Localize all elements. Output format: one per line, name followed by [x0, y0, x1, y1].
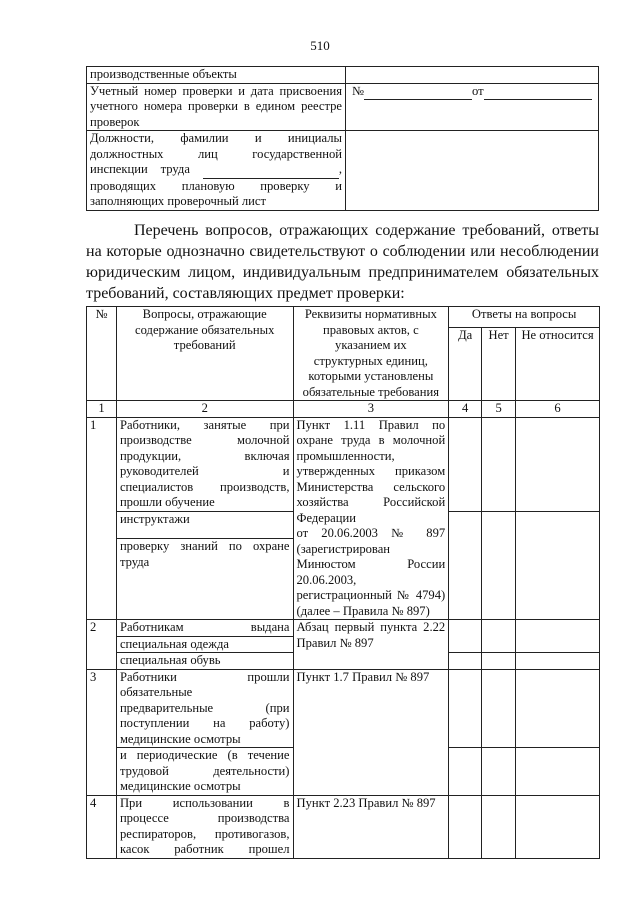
answer-no-cell[interactable]	[482, 748, 516, 796]
answer-yes-cell[interactable]	[449, 511, 482, 620]
text-line: касок работник прошел	[119, 842, 290, 856]
answer-no-cell[interactable]	[482, 795, 516, 858]
question-cell	[116, 795, 293, 858]
text-line: Министерства сельского	[296, 479, 446, 494]
answer-no-cell[interactable]	[482, 620, 516, 653]
checklist-table	[86, 306, 600, 859]
row-number: 2	[87, 620, 117, 670]
text-line: должностных лиц государственной	[90, 146, 342, 161]
text-line: Работники прошли	[119, 669, 290, 684]
table-row	[87, 669, 600, 748]
text-line: поступлении на работу)	[119, 716, 290, 730]
table-row	[87, 795, 600, 858]
text-line: учетного номера проверки в едином реестре	[90, 99, 342, 113]
answer-no-cell[interactable]	[482, 511, 516, 620]
question-cell	[116, 417, 293, 511]
answer-yes-cell[interactable]	[449, 748, 482, 796]
question-sub-cell	[116, 748, 293, 796]
answer-na-cell[interactable]	[516, 669, 600, 748]
question-sub-cell	[116, 539, 293, 620]
text-line: Абзац первый пункта 2.22	[296, 620, 446, 634]
text-line: процессе производства	[119, 811, 290, 825]
text-line: труда	[119, 554, 150, 569]
answer-na-cell[interactable]	[516, 795, 600, 858]
text-line: Минюстом России	[296, 557, 446, 571]
text-line: охране труда в молочной	[296, 433, 446, 447]
text-line: Должности, фамилии и инициалы	[90, 131, 342, 145]
text-line: Работникам выдана	[119, 620, 290, 634]
header-number: №	[87, 307, 117, 401]
text-line: 20.06.2003,	[296, 572, 357, 587]
answer-yes-cell[interactable]	[449, 417, 482, 511]
date-blank	[484, 84, 592, 101]
text-line: предварительные (при	[119, 700, 290, 715]
col-num: 5	[482, 401, 516, 418]
text-line: (зарегистрирован	[296, 541, 391, 556]
text-line: трудовой деятельности)	[119, 763, 290, 778]
info-row-objects: производственные объекты	[87, 67, 346, 84]
text-line: проверку знаний по охране	[119, 539, 290, 553]
info-row-inspectors	[87, 131, 346, 211]
header-no: Нет	[482, 328, 516, 401]
text-line: регистрационный № 4794)	[296, 588, 446, 602]
answer-yes-cell[interactable]	[449, 653, 482, 670]
answer-na-cell[interactable]	[516, 620, 600, 653]
question-sub-cell: специальная обувь	[116, 653, 293, 670]
text-line: Работники, занятые при	[119, 417, 290, 432]
text-line: заполняющих проверочный лист	[90, 194, 266, 208]
text-line: Пункт 1.11 Правил по	[296, 417, 446, 432]
answer-no-cell[interactable]	[482, 653, 516, 670]
question-sub-cell: инструктажи	[116, 511, 293, 539]
text-line: Федерации	[296, 510, 356, 525]
col-num: 6	[516, 401, 600, 418]
answer-yes-cell[interactable]	[449, 620, 482, 653]
col-num: 3	[293, 401, 449, 418]
table-row	[87, 417, 600, 511]
header-requisites: Реквизиты нормативных правовых актов, с указанием их структурных единиц, которыми установлены обязательные требования	[293, 307, 449, 401]
answer-no-cell[interactable]	[482, 417, 516, 511]
text-line: При использовании в	[119, 795, 290, 810]
text-line: медицинские осмотры	[119, 731, 241, 746]
requisites-cell: Пункт 2.23 Правил № 897	[293, 795, 449, 858]
question-cell	[116, 669, 293, 748]
text-line: Учетный номер проверки и дата присвоения	[90, 83, 342, 98]
info-row-registration-value	[346, 83, 599, 131]
text-line: руководителей и	[119, 464, 290, 478]
col-num: 4	[449, 401, 482, 418]
number-blank	[364, 84, 472, 101]
column-number-row	[87, 401, 600, 418]
row-number: 4	[87, 795, 117, 858]
answer-yes-cell[interactable]	[449, 669, 482, 748]
question-cell	[116, 620, 293, 637]
row-number: 3	[87, 669, 117, 795]
requisites-cell: Пункт 1.7 Правил № 897	[293, 669, 449, 795]
answer-na-cell[interactable]	[516, 653, 600, 670]
col-num: 2	[116, 401, 293, 418]
row-number: 1	[87, 417, 117, 620]
header-yes: Да	[449, 328, 482, 401]
text-line: медицинские осмотры	[119, 779, 241, 793]
answer-no-cell[interactable]	[482, 669, 516, 748]
text-line: от 20.06.2003 № 897	[296, 526, 446, 540]
header-questions: Вопросы, отражающие содержание обязательных требований	[116, 307, 293, 401]
header-not-applicable: Не относится	[516, 328, 600, 401]
text-line: утвержденных приказом	[296, 464, 446, 478]
answer-yes-cell[interactable]	[449, 795, 482, 858]
table-row	[87, 620, 600, 637]
answer-na-cell[interactable]	[516, 748, 600, 796]
text-line: (далее – Правила № 897)	[296, 603, 430, 618]
answer-na-cell[interactable]	[516, 417, 600, 511]
text-line: инспекции труда ,	[90, 162, 342, 179]
inspection-info-table	[86, 66, 599, 211]
text-line: продукции, включая	[119, 448, 290, 463]
requisites-cell	[293, 417, 449, 620]
text-line: производстве молочной	[119, 433, 290, 447]
text-line: хозяйства Российской	[296, 495, 446, 509]
text-line: респираторов, противогазов,	[119, 826, 290, 841]
info-row-registration	[87, 83, 346, 131]
info-row-inspectors-value	[346, 131, 599, 211]
header-answers: Ответы на вопросы	[449, 307, 600, 328]
text-line: обязательные	[119, 685, 193, 699]
col-num: 1	[87, 401, 117, 418]
answer-na-cell[interactable]	[516, 511, 600, 620]
from-label: от	[472, 83, 484, 98]
text-line: проводящих плановую проверку и	[90, 178, 342, 193]
number-label: №	[352, 83, 365, 98]
text-line: Правил № 897	[296, 635, 374, 650]
question-sub-cell: специальная одежда	[116, 636, 293, 653]
text-line: специалистов производств,	[119, 479, 290, 494]
page-number: 510	[310, 38, 330, 53]
text-line: и периодические (в течение	[119, 748, 290, 762]
requisites-cell	[293, 620, 449, 670]
text-line: прошли обучение	[119, 495, 215, 509]
text-line: проверок	[90, 114, 140, 129]
info-row-objects-value	[346, 67, 599, 84]
requirements-intro-paragraph: Перечень вопросов, отражающих содержание требований, ответы на которые однозначно свидетельствуют о соблюдении или несоблюдении юридическим лицом, индивидуальным предпринимателем обязательных требований, составляющих предмет проверки:	[86, 222, 599, 302]
text-line: промышленности,	[296, 448, 395, 463]
